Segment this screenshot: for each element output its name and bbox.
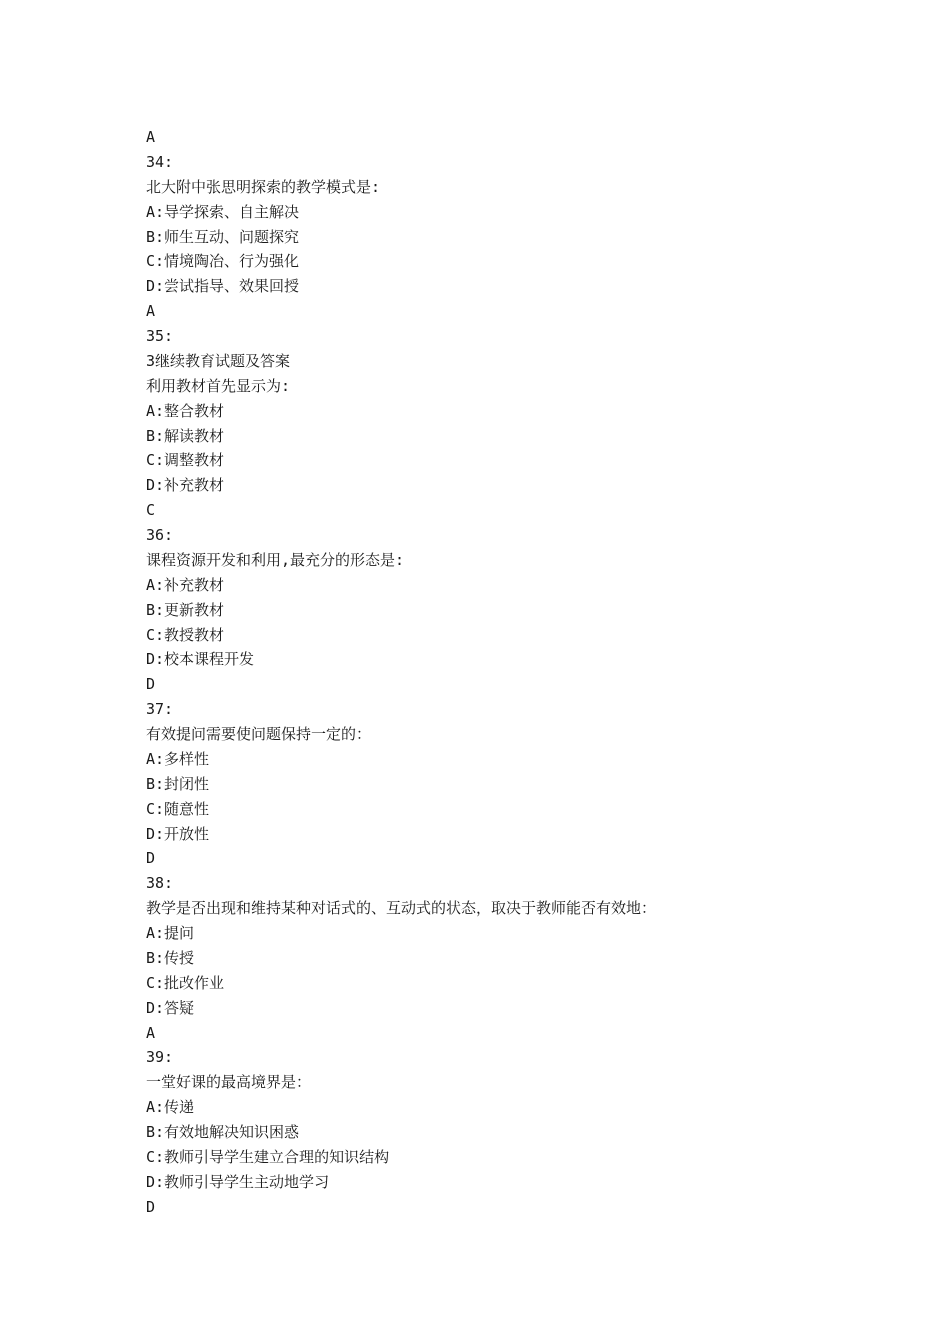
text-line: D:答疑	[146, 998, 195, 1017]
text-line: C:教授教材	[146, 625, 225, 644]
text-line: C:批改作业	[146, 973, 225, 992]
text-line: A:提问	[146, 924, 195, 942]
document-page	[146, 125, 906, 1220]
text-line: 34:	[146, 152, 174, 171]
text-line: D:校本课程开发	[146, 650, 255, 669]
text-line: 36:	[146, 526, 174, 544]
text-line: 教学是否出现和维持某种对话式的、互动式的状态，取决于教师能否有效地：	[146, 899, 657, 918]
text-line: C:随意性	[146, 799, 210, 818]
text-line: A:补充教材	[146, 575, 225, 594]
text-line: 北大附中张思明探索的教学模式是:	[146, 177, 381, 196]
text-line: B:解读教材	[146, 426, 225, 445]
text-line: 课程资源开发和利用,最充分的形态是:	[146, 550, 405, 569]
text-line: D	[146, 675, 156, 694]
text-line: A:导学探索、自主解决	[146, 202, 300, 221]
text-line: 38:	[146, 874, 174, 893]
text-line: B:更新教材	[146, 600, 225, 619]
text-line: A:整合教材	[146, 401, 225, 420]
text-line: A	[146, 302, 156, 321]
text-line: B:封闭性	[146, 774, 210, 793]
text-line: C:教师引导学生建立合理的知识结构	[146, 1147, 390, 1166]
text-line: C:情境陶冶、行为强化	[146, 252, 300, 271]
text-line: C:调整教材	[146, 451, 225, 470]
text-line: D:尝试指导、效果回授	[146, 277, 300, 296]
text-line: 一堂好课的最高境界是：	[146, 1073, 312, 1092]
text-line: A:多样性	[146, 749, 210, 768]
text-line: B:师生互动、问题探究	[146, 227, 300, 246]
text-line: D:教师引导学生主动地学习	[146, 1172, 330, 1191]
text-line: 35:	[146, 327, 174, 345]
text-line: A:传递	[146, 1098, 195, 1117]
text-line: 39:	[146, 1048, 174, 1067]
text-line: 有效提问需要使问题保持一定的：	[146, 725, 372, 743]
text-line: D	[146, 849, 156, 868]
text-line: D:补充教材	[146, 476, 225, 495]
text-line: B:有效地解决知识困惑	[146, 1123, 300, 1141]
text-line: D	[146, 1197, 156, 1216]
text-line: D:开放性	[146, 824, 210, 843]
text-line: 3继续教育试题及答案	[146, 351, 291, 370]
text-line: C	[146, 501, 156, 520]
text-line: 利用教材首先显示为:	[146, 376, 291, 395]
text-line: 37:	[146, 700, 174, 719]
text-line: A	[146, 1023, 156, 1042]
text-line: A	[146, 128, 156, 146]
text-line: B:传授	[146, 948, 195, 967]
